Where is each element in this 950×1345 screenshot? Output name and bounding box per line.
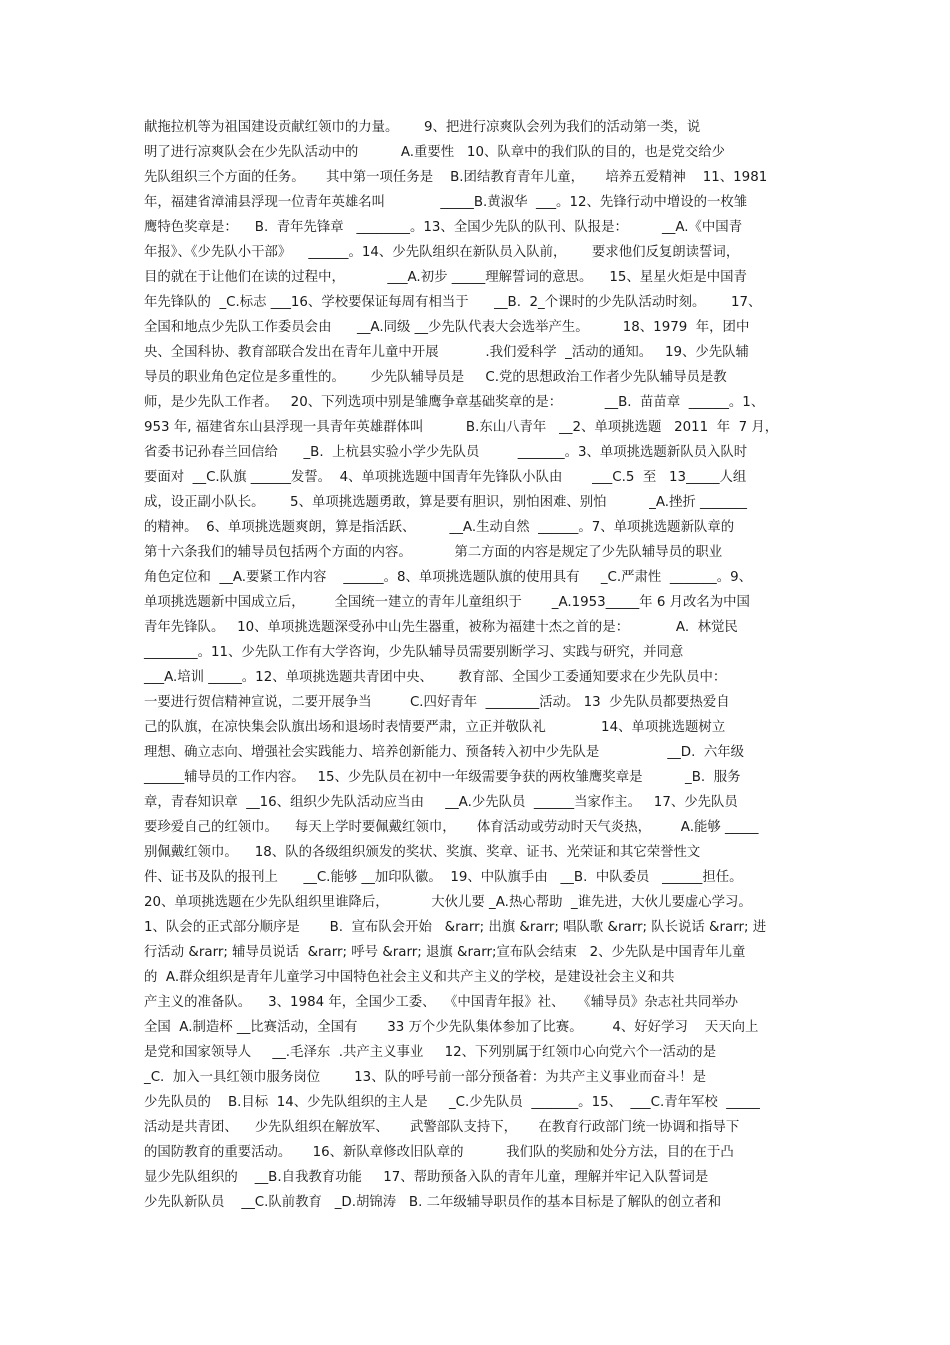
text-line: 己的队旗，在凉快集会队旗出场和退场时表情要严肃，立正并敬队礼 14、单项挑选题树立	[144, 720, 726, 735]
text-line: 的国防教育的重要活动。 16、新队章修改旧队章的 我们队的奖励和处分方法，目的在于凸	[144, 1145, 734, 1160]
text-line: ___A.培训 _____。12、单项挑选题共青团中央、 教育部、全国少工委通知要求在少先队员中：	[144, 670, 727, 685]
text-line: 的精神。 6、单项挑选题爽朗，算是指活跃、 __A.生动自然 ______。7、单项挑选题新队章的	[144, 520, 735, 535]
text-line: 一要进行贺信精神宣说，二要开展争当 C.四好青年 ________活动。 13 少先队员都要热爱自	[144, 695, 730, 710]
text-line: 别佩戴红领巾。 18、队的各级组织颁发的奖状、奖旗、奖章、证书、光荣证和其它荣誉性文	[144, 845, 701, 860]
text-line: 953 年, 福建省东山县浮现一具青年英雄群体叫 B.东山八青年 __2、单项挑选题 2011 年 7 月，	[144, 420, 779, 435]
text-line: 师，是少先队工作者。 20、下列选项中别是雏鹰争章基础奖章的是： __B. 苗苗章 ______。1、	[144, 395, 765, 410]
text-line: 章，青春知识章 __16、组织少先队活动应当由 __A.少先队员 ______当家作主。 17、少先队员	[144, 795, 738, 810]
text-line: 单项挑选题新中国成立后， 全国统一建立的青年儿童组织于 _A.1953_____年 6 月改名为中国	[144, 595, 750, 610]
text-line: 行活动 &rarr; 辅导员说话 &rarr; 呼号 &rarr; 退旗 &rarr;宣布队会结束 2、少先队是中国青年儿童	[144, 945, 746, 960]
text-line: 1、队会的正式部分顺序是 B. 宣布队会开始 &rarr; 出旗 &rarr; 唱队歌 &rarr; 队长说话 &rarr; 进	[144, 920, 767, 935]
text-line: 少先队员的 B.目标 14、少先队组织的主人是 _C.少先队员 _______。15、 ___C.青年军校 _____	[144, 1095, 760, 1110]
text-line: 要面对 __C.队旗 ______发誓。 4、单项挑选题中国青年先锋队小队由 ___C.5 至 13_____人组	[144, 470, 747, 485]
text-line: 导员的职业角色定位是多重性的。 少先队辅导员是 C.党的思想政治工作者少先队辅导员是教	[144, 370, 727, 385]
text-line: 件、证书及队的报刊上 __C.能够 __加印队徽。 19、中队旗手由 __B. 中队委员 ______担任。	[144, 870, 743, 885]
text-line: 成，设正副小队长。 5、单项挑选题勇敢，算是要有胆识，别怕困难、别怕 _A.挫折 _______	[144, 495, 747, 510]
text-line: 鹰特色奖章是： B. 青年先锋章 ________。13、全国少先队的队刊、队报是： __A.《中国青	[144, 220, 743, 235]
text-line: 显少先队组织的 __B.自我教育功能 17、帮助预备入队的青年儿童，理解并牢记入队誓词是	[144, 1170, 709, 1185]
text-line: 央、全国科协、教育部联合发出在青年儿童中开展 .我们爱科学 _活动的通知。 19、少先队辅	[144, 345, 749, 360]
text-line: 目的就在于让他们在读的过程中， ___A.初步 _____理解誓词的意思。 15、星星火炬是中国青	[144, 270, 747, 285]
text-line: ________。11、少先队工作有大学咨询，少先队辅导员需要别断学习、实践与研究，并同意	[144, 645, 684, 660]
text-line: 全国 A.制造杯 __比赛活动，全国有 33 万个少先队集体参加了比赛。 4、好好学习 天天向上	[144, 1020, 759, 1035]
text-line: 少先队新队员 __C.队前教育 _D.胡锦涛 B. 二年级辅导职员作的基本目标是了解队的创立者和	[144, 1195, 722, 1210]
text-line: 全国和地点少先队工作委员会由 __A.同级 __少先队代表大会选举产生。 18、1979 年，团中	[144, 320, 750, 335]
text-line: 第十六条我们的辅导员包括两个方面的内容。 第二方面的内容是规定了少先队辅导员的职业	[144, 545, 723, 560]
text-line: 理想、确立志向、增强社会实践能力、培养创新能力、预备转入初中少先队是 __D. 六年级	[144, 745, 745, 760]
text-line: _C. 加入一具红领巾服务岗位 13、队的呼号前一部分预备着：为共产主义事业而奋斗！是	[144, 1070, 706, 1085]
text-line: 是党和国家领导人 __.毛泽东 .共产主义事业 12、下列别属于红领巾心向党六个一活动的是	[144, 1045, 717, 1060]
text-line: 先队组织三个方面的任务。 其中第一项任务是 B.团结教育青年儿童， 培养五爱精神 11、1981	[144, 170, 768, 185]
text-line: 的 A.群众组织是青年儿童学习中国特色社会主义和共产主义的学校，是建设社会主义和共	[144, 970, 675, 985]
text-line: 年先锋队的 _C.标志 ___16、学校要保证每周有相当于 __B. 2_个课时的少先队活动时刻。 17、	[144, 295, 762, 310]
text-line: 明了进行凉爽队会在少先队活动中的 A.重要性 10、队章中的我们队的目的，也是党交给少	[144, 145, 726, 160]
text-line: 献拖拉机等为祖国建设贡献红领巾的力量。 9、把进行凉爽队会列为我们的活动第一类，说	[144, 120, 701, 135]
text-line: 省委书记孙春兰回信给 _B. 上杭县实验小学少先队员 _______。3、单项挑选题新队员入队时	[144, 445, 748, 460]
text-line: 青年先锋队。 10、单项挑选题深受孙中山先生器重，被称为福建十杰之首的是： A. 林觉民	[144, 620, 738, 635]
text-line: 年，福建省漳浦县浮现一位青年英雄名叫 _____B.黄淑华 ___。12、先锋行动中增设的一枚雏	[144, 195, 748, 210]
text-line: 20、单项挑选题在少先队组织里谁降后， 大伙儿要 _A.热心帮助 _谁先进，大伙儿要虚心学习。	[144, 895, 752, 910]
text-line: 活动是共青团、 少先队组织在解放军、 武警部队支持下， 在教育行政部门统一协调和指导下	[144, 1120, 740, 1135]
text-line: 角色定位和 __A.要紧工作内容 ______。8、单项挑选题队旗的使用具有 _C.严肃性 _______。9、	[144, 570, 753, 585]
text-line: ______辅导员的工作内容。 15、少先队员在初中一年级需要争获的两枚雏鹰奖章是 _B. 服务	[144, 770, 741, 785]
text-line: 要珍爱自己的红领巾。 每天上学时要佩戴红领巾， 体育活动或劳动时天气炎热， A.能够 _____	[144, 820, 759, 835]
text-line: 产主义的准备队。 3、1984 年，全国少工委、 《中国青年报》社、 《辅导员》杂志社共同举办	[144, 995, 739, 1010]
text-line: 年报》、《少先队小干部》 ______。14、少先队组织在新队员入队前， 要求他们反复朗读誓词，	[144, 245, 740, 260]
